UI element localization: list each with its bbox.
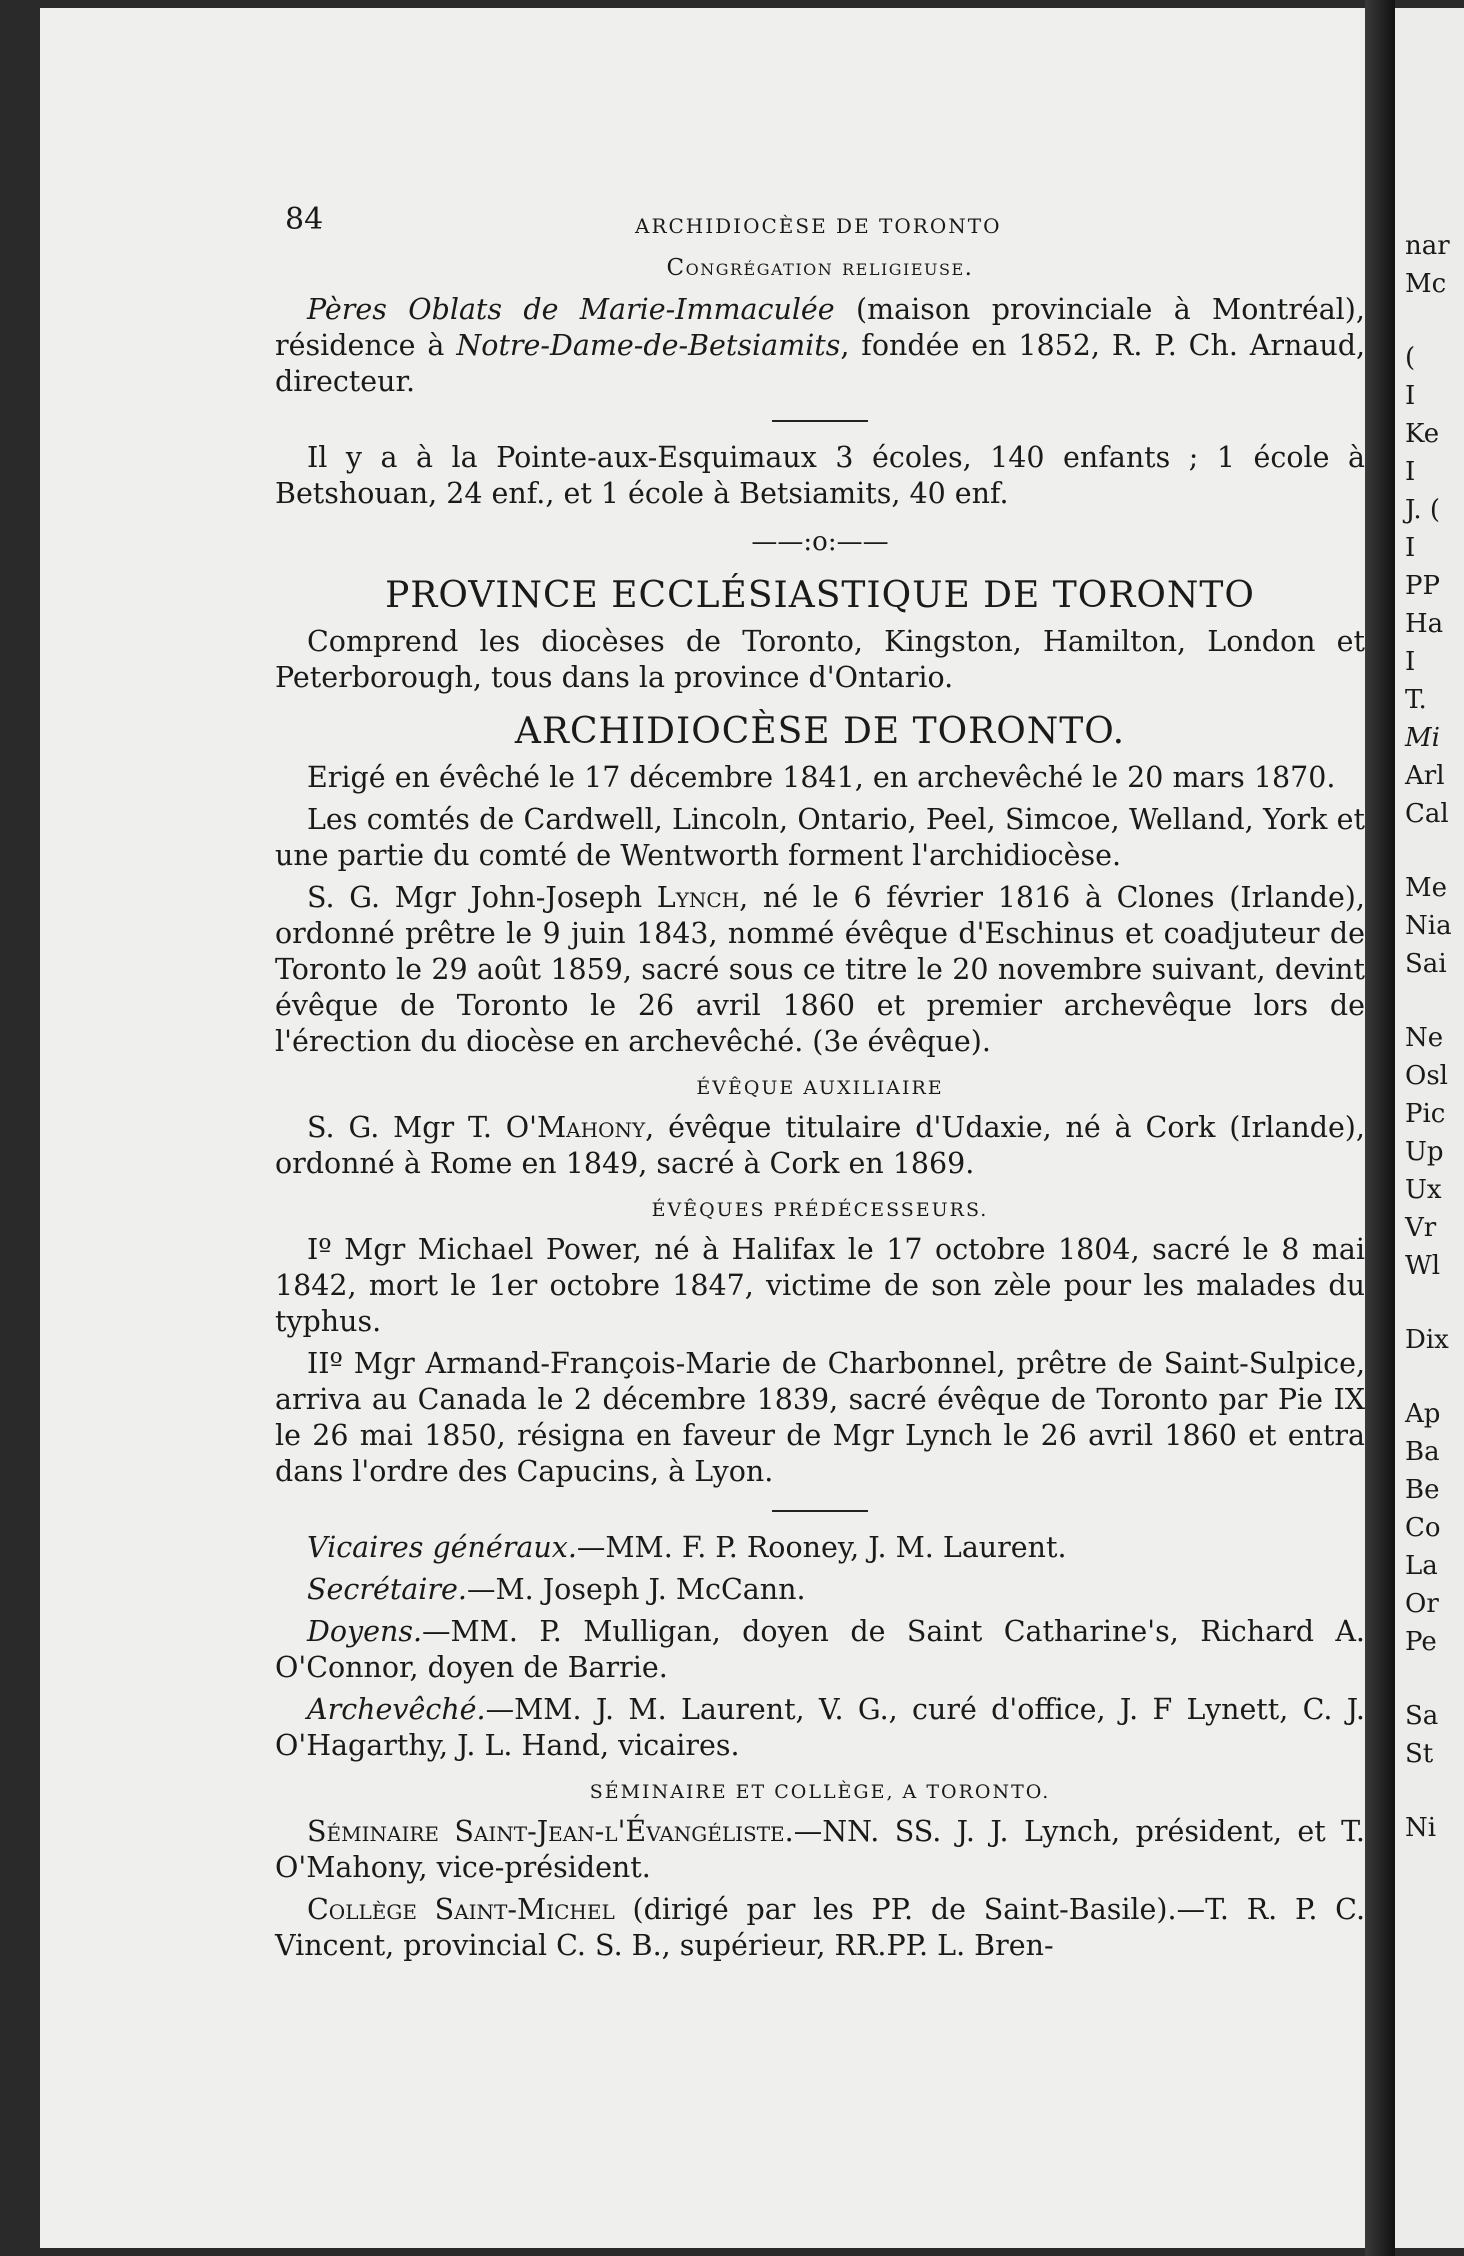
next-page-fragment: Cal bbox=[1405, 799, 1449, 829]
congregation-paragraph bbox=[275, 292, 1365, 400]
seminary-paragraph bbox=[275, 1814, 1365, 1886]
province-heading: PROVINCE ECCLÉSIASTIQUE DE TORONTO bbox=[385, 575, 1255, 616]
next-page-fragment: ( bbox=[1405, 343, 1416, 373]
schools-paragraph: Il y a à la Pointe-aux-Esquimaux 3 écoles, 140 enfants ; 1 école à Betshouan, 24 enf., et 1 école à Betsiamits, 40 enf. bbox=[275, 441, 1365, 510]
next-page-fragment: I bbox=[1405, 647, 1416, 677]
next-page-fragment: Vr bbox=[1405, 1213, 1437, 1243]
next-page-fragment: I bbox=[1405, 457, 1416, 487]
secretaire-text: —M. Joseph J. McCann. bbox=[466, 1573, 806, 1606]
lynch-paragraph bbox=[275, 880, 1365, 1060]
archdiocese-heading: ARCHIDIOCÈSE DE TORONTO. bbox=[514, 711, 1126, 752]
next-page-fragment: Or bbox=[1405, 1589, 1439, 1619]
congregation-order-name: Pères Oblats de Marie-Immaculée bbox=[307, 293, 835, 326]
next-page-fragment: Sa bbox=[1405, 1701, 1439, 1731]
page-content bbox=[275, 188, 1365, 1970]
counties-paragraph: Les comtés de Cardwell, Lincoln, Ontario, Peel, Simcoe, Welland, York et une partie du comté de Wentworth forment l'archidiocèse. bbox=[275, 803, 1365, 872]
mahony-text-1: S. G. Mgr T. O' bbox=[307, 1111, 537, 1144]
seminary-label: Séminaire Saint-Jean-l'Évangéliste. bbox=[307, 1815, 794, 1848]
congregation-text-2: , fondée en 1852, R. P. Ch. Arnaud, directeur. bbox=[275, 329, 1365, 398]
next-page-fragment: I bbox=[1405, 381, 1416, 411]
next-page-fragment: Wl bbox=[1405, 1251, 1441, 1281]
mahony-paragraph bbox=[275, 1110, 1365, 1182]
erected-paragraph: Erigé en évêché le 17 décembre 1841, en archevêché le 20 mars 1870. bbox=[307, 761, 1336, 794]
lynch-text-2: , né le 6 février 1816 à Clones (Irlande), ordonné prêtre le 9 juin 1843, nommé évêque d'Eschinus et coadjuteur de Toronto le 29 août 1859, sacré sous ce titre le 20 novembre suivant, devint évêque de Toronto le 26 avril 1860 et premier archevêque lors de l'érection du diocèse en archevêché. (3e évêque). bbox=[275, 881, 1365, 1058]
vicaires-text: —MM. F. P. Rooney, J. M. Laurent. bbox=[576, 1531, 1067, 1564]
seminary-heading: SÉMINAIRE ET COLLÈGE, A TORONTO. bbox=[589, 1781, 1051, 1803]
next-page-fragment: Ne bbox=[1405, 1023, 1444, 1053]
lynch-surname: Lynch bbox=[656, 881, 740, 914]
page bbox=[40, 8, 1365, 2248]
next-page-fragment: La bbox=[1405, 1551, 1438, 1581]
next-page-fragment: Sai bbox=[1405, 949, 1447, 979]
separator-rule bbox=[772, 420, 868, 422]
next-page-fragment: J. ( bbox=[1405, 495, 1441, 525]
charbonnel-paragraph: IIº Mgr Armand-François-Marie de Charbonnel, prêtre de Saint-Sulpice, arriva au Canada le 2 décembre 1839, sacré évêque de Toronto par Pie IX le 26 mai 1850, résigna en faveur de Mgr Lynch le 26 avril 1860 et entra dans l'ordre des Capucins, à Lyon. bbox=[275, 1347, 1365, 1488]
next-page-fragment: Osl bbox=[1405, 1061, 1448, 1091]
congregation-place-name: Notre-Dame-de-Betsiamits bbox=[456, 329, 841, 362]
running-title: ARCHIDIOCÈSE DE TORONTO bbox=[635, 214, 1002, 238]
archeveche-text: —MM. J. M. Laurent, V. G., curé d'office, J. F Lynett, C. J. O'Hagarthy, J. L. Hand, vicaires. bbox=[275, 1693, 1365, 1762]
ornament: ——:o:—— bbox=[751, 527, 889, 557]
separator-rule-2 bbox=[772, 1510, 868, 1512]
next-page-fragment: T. bbox=[1405, 685, 1427, 715]
next-page-fragment: Ap bbox=[1405, 1399, 1441, 1429]
congregation-heading: Congrégation religieuse. bbox=[666, 255, 974, 281]
next-page-fragment: Ha bbox=[1405, 609, 1444, 639]
book-gutter bbox=[1365, 0, 1395, 2256]
next-page-fragment: Ba bbox=[1405, 1437, 1440, 1467]
lynch-text-1: S. G. Mgr John-Joseph bbox=[307, 881, 657, 914]
mahony-text-2: , évêque titulaire d'Udaxie, né à Cork (Irlande), ordonné à Rome en 1849, sacré à Cork en 1869. bbox=[275, 1111, 1365, 1180]
congregation-text-1: (maison provinciale à Montréal), résidence à bbox=[275, 293, 1365, 362]
next-page-fragment: Up bbox=[1405, 1137, 1444, 1167]
vicaires-paragraph bbox=[275, 1530, 1365, 1566]
predecessors-heading: ÉVÊQUES PRÉDÉCESSEURS. bbox=[651, 1199, 989, 1221]
next-page-fragment: Ni bbox=[1405, 1813, 1437, 1843]
college-text: (dirigé par les PP. de Saint-Basile).—T. R. P. C. Vincent, provincial C. S. B., supérieur, RR.PP. L. Bren- bbox=[275, 1893, 1365, 1962]
seminary-text: —NN. SS. J. J. Lynch, président, et T. O'Mahony, vice-président. bbox=[275, 1815, 1365, 1884]
doyens-text: —MM. P. Mulligan, doyen de Saint Catharine's, Richard A. O'Connor, doyen de Barrie. bbox=[275, 1615, 1365, 1684]
next-page-fragment: Dix bbox=[1405, 1325, 1449, 1355]
next-page-fragment: PP bbox=[1405, 571, 1440, 601]
next-page-edge bbox=[1395, 8, 1464, 2248]
next-page-fragment: Ke bbox=[1405, 419, 1440, 449]
next-page-fragment: St bbox=[1405, 1739, 1434, 1769]
power-paragraph: Iº Mgr Michael Power, né à Halifax le 17 octobre 1804, sacré le 8 mai 1842, mort le 1er octobre 1847, victime de son zèle pour les malades du typhus. bbox=[275, 1233, 1365, 1338]
next-page-fragment: Ux bbox=[1405, 1175, 1442, 1205]
college-paragraph bbox=[275, 1892, 1365, 1964]
next-page-fragment: nar bbox=[1405, 231, 1450, 261]
college-label: Collège Saint-Michel bbox=[307, 1893, 615, 1926]
secretaire-paragraph bbox=[275, 1572, 1365, 1608]
page-number: 84 bbox=[285, 202, 324, 237]
next-page-fragment: Mc bbox=[1405, 269, 1447, 299]
next-page-fragment-list bbox=[1405, 233, 1452, 1853]
doyens-paragraph bbox=[275, 1614, 1365, 1686]
next-page-fragment: Pic bbox=[1405, 1099, 1446, 1129]
next-page-fragment: Be bbox=[1405, 1475, 1440, 1505]
next-page-fragment: Me bbox=[1405, 873, 1448, 903]
next-page-fragment: I bbox=[1405, 533, 1416, 563]
doyens-label: Doyens. bbox=[307, 1615, 423, 1648]
archeveche-label: Archevêché. bbox=[307, 1693, 486, 1726]
mahony-surname: Mahony bbox=[537, 1111, 646, 1144]
next-page-fragment: Pe bbox=[1405, 1627, 1437, 1657]
archeveche-paragraph bbox=[275, 1692, 1365, 1764]
next-page-fragment: Co bbox=[1405, 1513, 1441, 1543]
running-head bbox=[275, 188, 1365, 244]
auxiliary-heading: ÉVÊQUE AUXILIAIRE bbox=[696, 1077, 944, 1099]
province-paragraph: Comprend les diocèses de Toronto, Kingston, Hamilton, London et Peterborough, tous dans la province d'Ontario. bbox=[275, 625, 1365, 694]
secretaire-label: Secrétaire. bbox=[307, 1573, 467, 1606]
next-page-fragment: Mi bbox=[1405, 723, 1440, 753]
next-page-fragment: Arl bbox=[1405, 761, 1445, 791]
next-page-fragment: Nia bbox=[1405, 911, 1452, 941]
vicaires-label: Vicaires généraux. bbox=[307, 1531, 577, 1564]
